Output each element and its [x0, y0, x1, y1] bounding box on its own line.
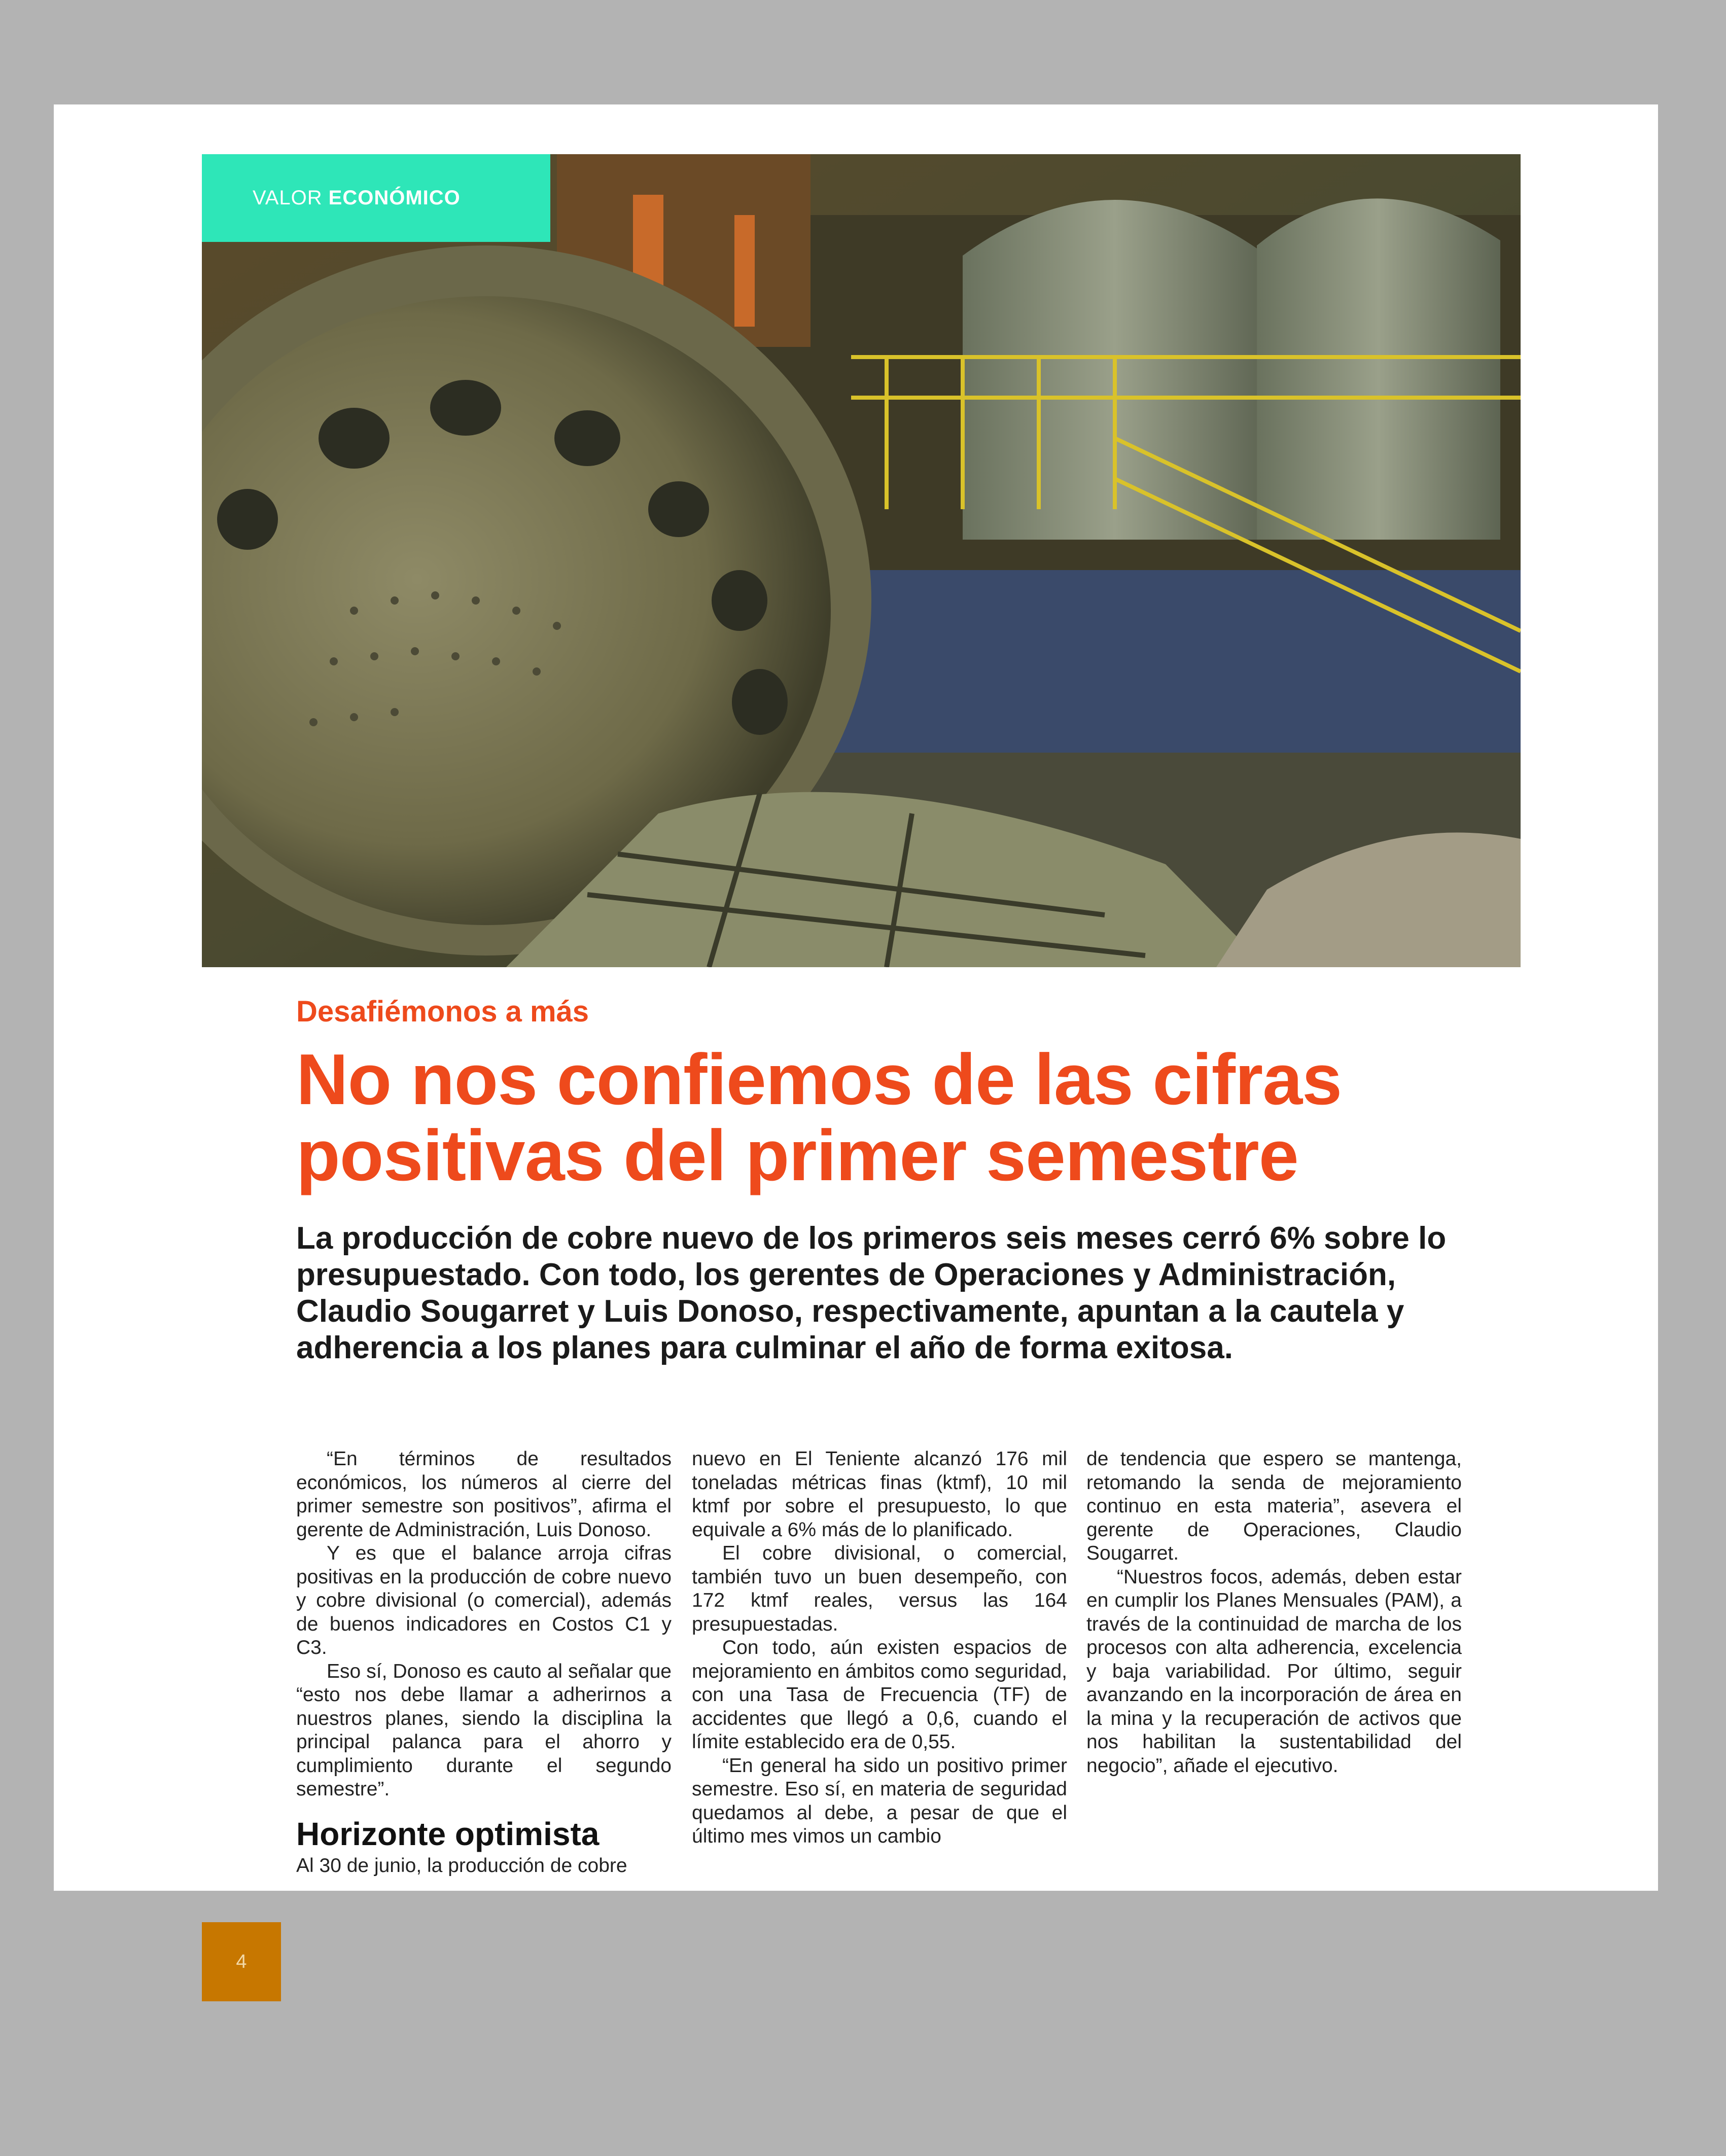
paragraph: nuevo en El Teniente alcanzó 176 mil toneladas métricas finas (ktmf), 10 mil ktmf por sobre el presupuesto, lo que equivale a 6% más de lo planificado. — [692, 1448, 1067, 1541]
article-column-3 — [1086, 1447, 1462, 1778]
article-column-2 — [692, 1447, 1067, 1849]
paragraph: Y es que el balance arroja cifras positivas en la producción de cobre nuevo y cobre divisional (o comercial), además de buenos indicadores en Costos C1 y C3. — [296, 1542, 672, 1658]
hero-photo-grinding-mill — [202, 154, 1521, 967]
article-column-1 — [296, 1447, 672, 1878]
magazine-page — [54, 104, 1658, 1891]
paragraph: Con todo, aún existen espacios de mejoramiento en ámbitos como seguridad, con una Tasa de Frecuencia (TF) de accidentes que llegó a 0,6, cuando el límite establecido era de 0,55. — [692, 1637, 1067, 1753]
paragraph: Eso sí, Donoso es cauto al señalar que “esto nos debe llamar a adherirnos a nuestros planes, siendo la disciplina la principal palanca para el ahorro y cumplimiento durante el segundo semestre”. — [296, 1660, 672, 1800]
hero-illustration — [202, 154, 1521, 967]
paragraph: “En términos de resultados económicos, los números al cierre del primer semestre son positivos”, afirma el gerente de Administración, Luis Donoso. — [296, 1448, 672, 1541]
paragraph: de tendencia que espero se mantenga, retomando la senda de mejoramiento continuo en esta materia”, asevera el gerente de Operaciones, Claudio Sougarret. — [1086, 1448, 1462, 1564]
subheading: Horizonte optimista — [296, 1815, 600, 1852]
section-label-bold: ECONÓMICO — [328, 187, 461, 209]
paragraph: “En general ha sido un positivo primer semestre. Eso sí, en materia de seguridad quedamos al debe, a pesar de que el último mes vimos un cambio — [692, 1754, 1067, 1847]
article-deck: La producción de cobre nuevo de los primeros seis meses cerró 6% sobre lo presupuestado. Con todo, los gerentes de Operaciones y Administración, Claudio Sougarret y Luis Donoso, respectivamente, apuntan a la cautela y adherencia a los planes para culminar el año de forma exitosa. — [296, 1221, 1447, 1365]
paragraph: “Nuestros focos, además, deben estar en cumplir los Planes Mensuales (PAM), a través de la continuidad de marcha de los procesos con alta adherencia, excelencia y baja variabilidad. Por último, seguir avanzando en la incorporación de área en la mina y la recuperación de activos que nos habilitan la sustentabilidad del negocio”, añade el ejecutivo. — [1086, 1566, 1462, 1777]
paragraph: Al 30 de junio, la producción de cobre — [296, 1854, 627, 1877]
article-kicker: Desafiémonos a más — [296, 995, 589, 1028]
section-tab — [202, 154, 550, 242]
paragraph: El cobre divisional, o comercial, también tuvo un buen desempeño, con 172 ktmf reales, versus las 164 presupuestadas. — [692, 1542, 1067, 1635]
article-headline: No nos confiemos de las cifras positivas del primer semestre — [296, 1039, 1342, 1196]
page-number-badge: 4 — [202, 1922, 281, 2001]
section-label-light: VALOR — [253, 187, 323, 209]
